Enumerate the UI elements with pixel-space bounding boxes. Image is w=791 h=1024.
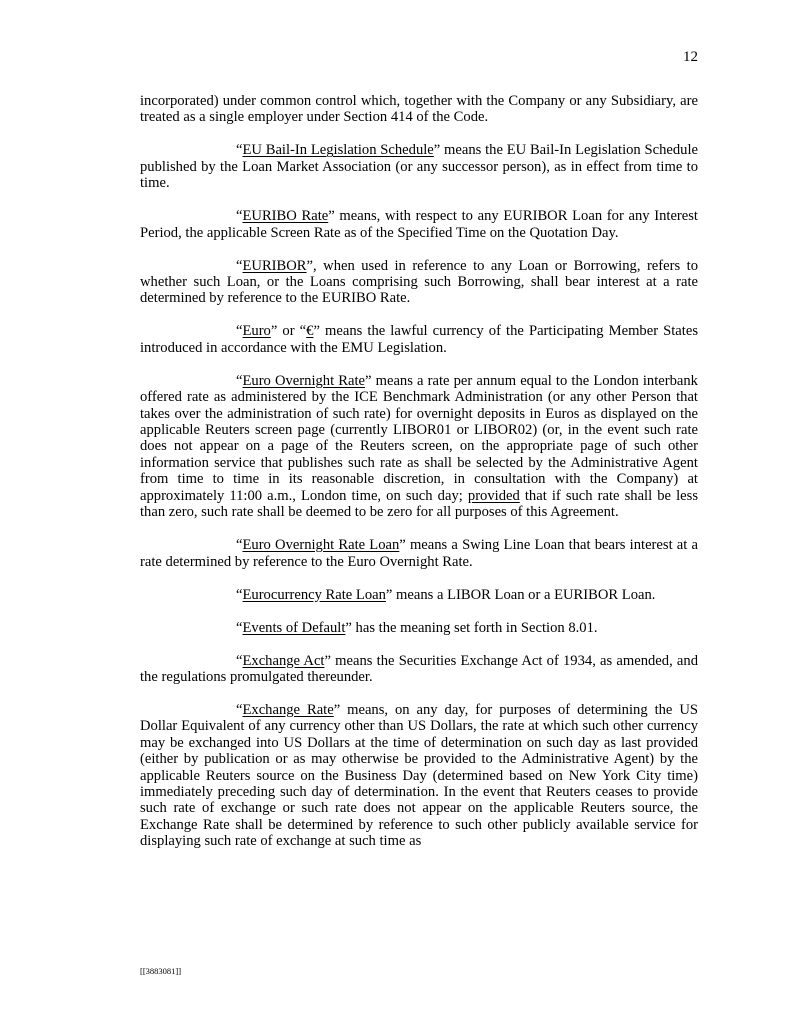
open-quote: “	[236, 652, 243, 669]
definition-text: ” means the lawful currency of the Participating Member States introduced in accordance with the EMU Legislation.	[140, 323, 698, 356]
open-quote: “	[236, 208, 243, 225]
defined-term: EU Bail-In Legislation Schedule	[242, 142, 434, 159]
definition-text: ” means a rate per annum equal to the London interbank offered rate as administered by the ICE Benchmark Administration (or any other Person that takes over the administration of such rate) for overnight deposits in Euros as displayed on the applicable Reuters screen page (currently LIBOR01 or LIBOR02) (or, in the event such rate does not appear on a page of the Reuters screen, on the appropriate page of such other information service that publishes such rate as shall be selected by the Administrative Agent from time to time in its reasonable discretion, in consultation with the Company) at approximately 11:00 a.m., London time, on such day;	[140, 372, 698, 504]
quote-separator: ” or “	[270, 323, 307, 340]
open-quote: “	[236, 372, 243, 389]
open-quote: “	[236, 701, 243, 718]
definition-text: ”, when used in reference to any Loan or Borrowing, refers to whether such Loan, or the Loans comprising such Borrowing, shall bear interest at a rate determined by reference to the EURIBO Rate.	[140, 257, 698, 307]
definition-events-of-default	[140, 620, 698, 636]
definition-exchange-rate	[140, 702, 698, 850]
definition-euribor	[140, 258, 698, 307]
defined-term: Euro Overnight Rate	[242, 372, 366, 389]
document-footer-id: [[3883081]]	[140, 966, 182, 976]
definition-text: ” means, on any day, for purposes of determining the US Dollar Equivalent of any currency other than US Dollars, the rate at which such other currency may be exchanged into US Dollars at the time of determination on such day as last provided (either by publication or as may otherwise be provided to the Administrative Agent) by the applicable Reuters source on the Business Day (determined based on New York City time) immediately preceding such day of determination. In the event that Reuters ceases to provide such rate of exchange or such rate does not appear on the applicable Reuters source, the Exchange Rate shall be determined by reference to such other publicly available service for displaying such rate of exchange at such time as	[140, 701, 698, 850]
defined-term: EURIBOR	[242, 257, 307, 274]
definition-text: ” means the Securities Exchange Act of 1934, as amended, and the regulations promulgated thereunder.	[140, 652, 699, 685]
definition-text: ” means the EU Bail-In Legislation Schedule published by the Loan Market Association (or any successor person), as in effect from time to time.	[140, 142, 699, 192]
defined-term: EURIBO Rate	[242, 208, 329, 225]
definition-eurocurrency-rate-loan	[140, 587, 698, 603]
definition-euro-overnight-rate	[140, 373, 698, 521]
definition-eu-bail-in-legislation-schedule	[140, 142, 698, 191]
open-quote: “	[236, 537, 243, 554]
definition-text-continued: that if such rate shall be less than zero, such rate shall be deemed to be zero for all purposes of this Agreement.	[140, 487, 698, 521]
definition-text: ” means a Swing Line Loan that bears interest at a rate determined by reference to the Euro Overnight Rate.	[140, 537, 698, 570]
open-quote: “	[236, 323, 243, 340]
definition-text: ” has the meaning set forth in Section 8.01.	[345, 619, 598, 636]
open-quote: “	[236, 257, 243, 274]
document-body	[140, 93, 698, 866]
definition-text: ” means, with respect to any EURIBOR Loan for any Interest Period, the applicable Screen Rate as of the Specified Time on the Quotation Day.	[140, 208, 698, 241]
page-number: 12	[683, 49, 698, 65]
proviso-term: provided	[467, 487, 520, 504]
defined-term-symbol: €	[306, 323, 314, 340]
definition-exchange-act	[140, 653, 698, 686]
defined-term: Exchange Rate	[242, 701, 334, 718]
definition-euribo-rate	[140, 208, 698, 241]
defined-term: Eurocurrency Rate Loan	[242, 586, 386, 603]
definition-text: ” means a LIBOR Loan or a EURIBOR Loan.	[385, 586, 656, 603]
open-quote: “	[236, 619, 243, 636]
defined-term: Euro Overnight Rate Loan	[242, 537, 400, 554]
definition-euro-overnight-rate-loan	[140, 537, 698, 570]
defined-term: Events of Default	[242, 619, 346, 636]
open-quote: “	[236, 142, 243, 159]
paragraph-continuation: incorporated) under common control which, together with the Company or any Subsidiary, are treated as a single employer under Section 414 of the Code.	[140, 93, 698, 126]
definition-euro	[140, 323, 698, 356]
defined-term: Exchange Act	[242, 652, 325, 669]
defined-term: Euro	[242, 323, 271, 340]
open-quote: “	[236, 586, 243, 603]
